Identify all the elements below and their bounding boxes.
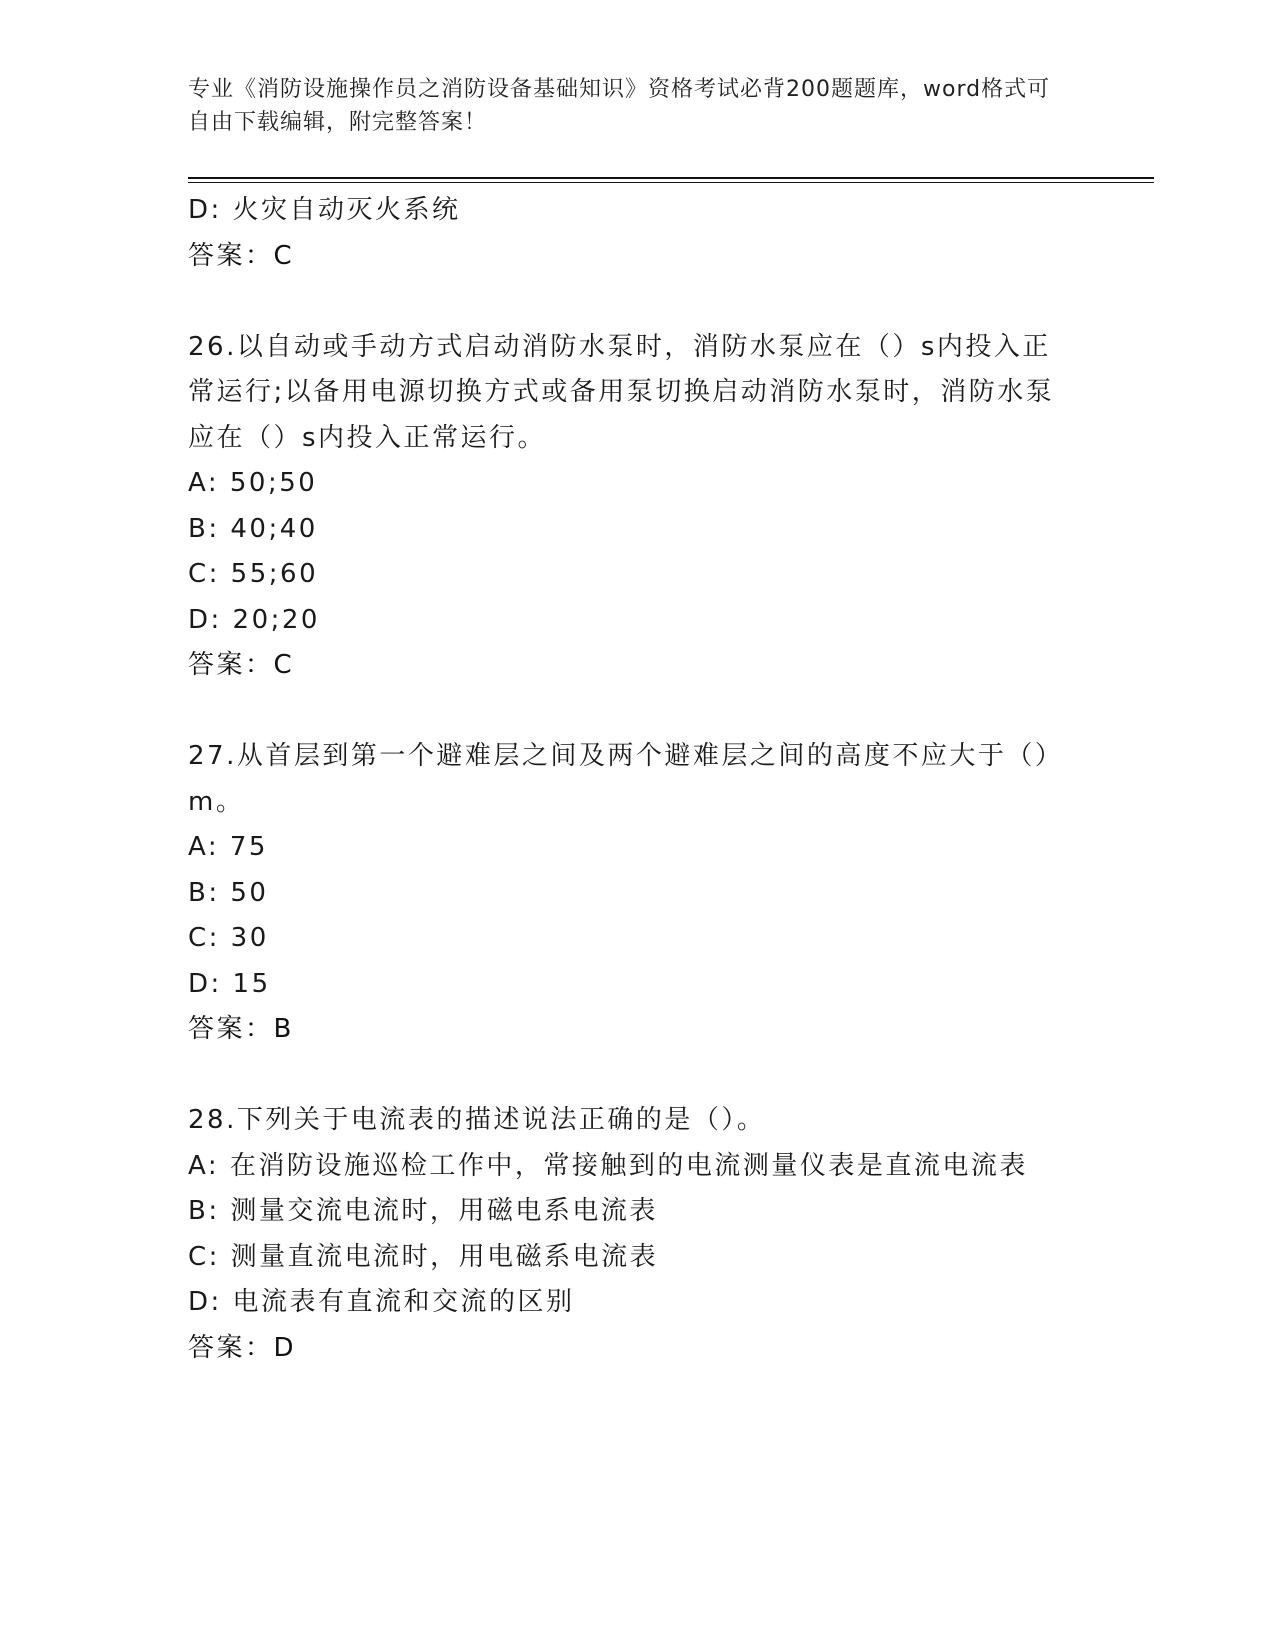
question-27-option-c: C: 30 (188, 923, 269, 953)
question-27-text: 27.从首层到第一个避难层之间及两个避难层之间的高度不应大于（）m。 (188, 741, 1064, 817)
spacer (188, 279, 1088, 325)
prev-option-d: D: 火灾自动灭火系统 (188, 195, 461, 225)
question-27-answer: 答案：B (188, 1014, 294, 1044)
question-26-option-c: C: 55;60 (188, 559, 319, 589)
question-26-option-d: D: 20;20 (188, 604, 320, 635)
spacer (188, 689, 1088, 735)
question-28-option-c: C: 测量直流电流时，用电磁系电流表 (188, 1241, 659, 1272)
question-26-option-b: B: 40;40 (188, 513, 318, 544)
header-rule-thick (188, 177, 1154, 179)
header-rule-thin (188, 182, 1154, 183)
document-body (188, 188, 1088, 1371)
question-27-option-d: D: 15 (188, 968, 271, 999)
question-27-option-b: B: 50 (188, 877, 269, 908)
document-header: 专业《消防设施操作员之消防设备基础知识》资格考试必背200题题库，word格式可自由下载编辑，附完整答案！ (188, 77, 1051, 135)
question-28-option-d: D: 电流表有直流和交流的区别 (188, 1287, 575, 1317)
question-26-answer: 答案：C (188, 650, 295, 680)
question-26-option-a: A: 50;50 (188, 468, 318, 498)
prev-answer: 答案：C (188, 240, 295, 271)
spacer (188, 1053, 1088, 1099)
question-28-option-a: A: 在消防设施巡检工作中，常接触到的电流测量仪表是直流电流表 (188, 1150, 1028, 1181)
question-26-text: 26.以自动或手动方式启动消防水泵时，消防水泵应在（）s内投入正常运行;以备用电源切换方式或备用泵切换启动消防水泵时，消防水泵应在（）s内投入正常运行。 (188, 331, 1055, 453)
question-27-option-a: A: 75 (188, 832, 268, 862)
question-28-answer: 答案：D (188, 1332, 297, 1363)
question-28-text: 28.下列关于电流表的描述说法正确的是（）。 (188, 1105, 766, 1135)
question-28-option-b: B: 测量交流电流时，用磁电系电流表 (188, 1196, 658, 1226)
